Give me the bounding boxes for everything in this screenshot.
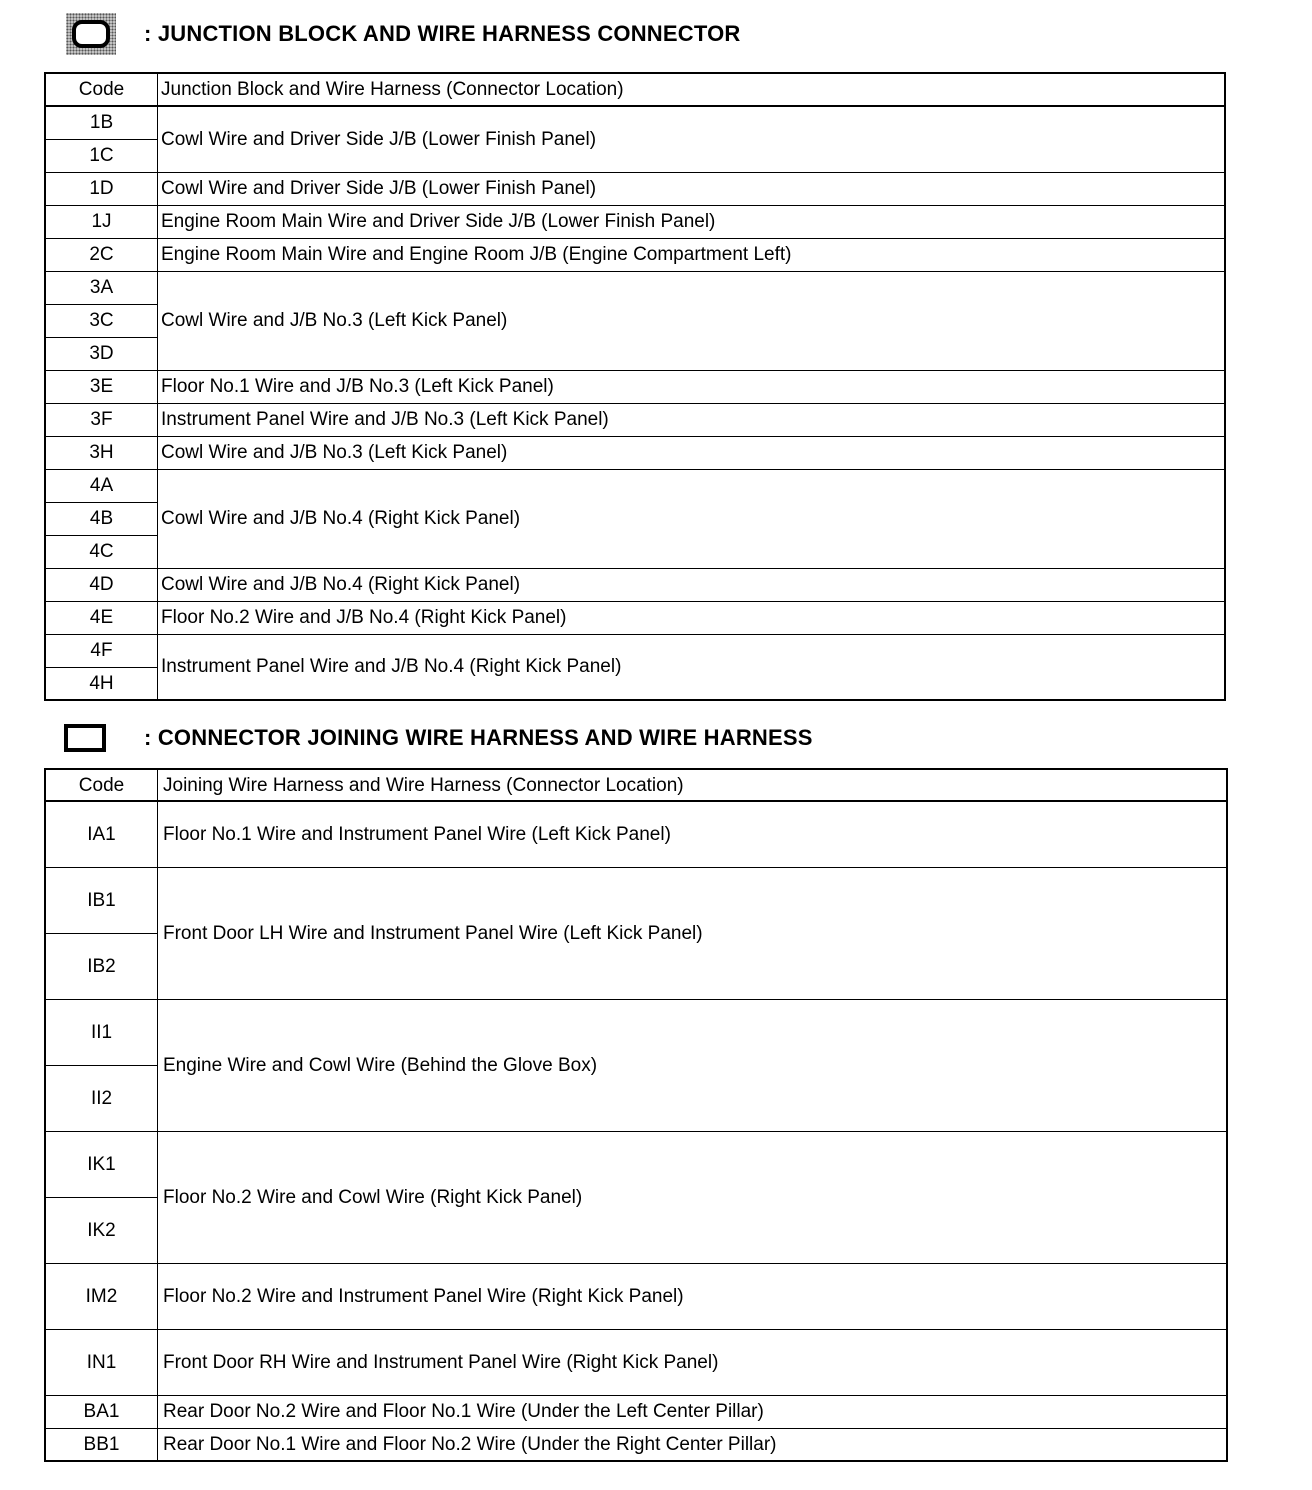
table-row: [45, 1131, 1227, 1197]
table-row: [45, 271, 1225, 304]
code-cell: BA1: [45, 1395, 158, 1428]
code-cell: 4E: [45, 601, 158, 634]
section-junction-block-title: : JUNCTION BLOCK AND WIRE HARNESS CONNECTOR: [144, 21, 741, 46]
code-cell: II2: [45, 1065, 158, 1131]
code-cell: IB1: [45, 867, 158, 933]
code-cell: 1B: [45, 106, 158, 139]
code-cell: 3H: [45, 436, 158, 469]
location-cell: Floor No.1 Wire and J/B No.3 (Left Kick Panel): [158, 370, 1226, 403]
table-row: [45, 1263, 1227, 1329]
code-cell: 4B: [45, 502, 158, 535]
code-cell: 1C: [45, 139, 158, 172]
code-cell: 3D: [45, 337, 158, 370]
location-cell: Front Door RH Wire and Instrument Panel Wire (Right Kick Panel): [158, 1329, 1228, 1395]
table-row: [45, 1428, 1227, 1461]
location-cell: Instrument Panel Wire and J/B No.3 (Left Kick Panel): [158, 403, 1226, 436]
code-cell: 2C: [45, 238, 158, 271]
connector-table: [44, 768, 1228, 1462]
code-cell: 1J: [45, 205, 158, 238]
table-row: [45, 205, 1225, 238]
location-cell: Instrument Panel Wire and J/B No.4 (Right Kick Panel): [158, 634, 1226, 700]
junction-block-table: [44, 72, 1226, 701]
table-row: [45, 634, 1225, 667]
table-row: [45, 172, 1225, 205]
location-cell: Cowl Wire and J/B No.4 (Right Kick Panel): [158, 469, 1226, 568]
code-cell: 4H: [45, 667, 158, 700]
code-cell: 4F: [45, 634, 158, 667]
location-cell: Cowl Wire and Driver Side J/B (Lower Finish Panel): [158, 172, 1226, 205]
table-row: [45, 238, 1225, 271]
table-row: [45, 106, 1225, 139]
table-row: [45, 436, 1225, 469]
location-cell: Engine Room Main Wire and Engine Room J/B (Engine Compartment Left): [158, 238, 1226, 271]
code-cell: IM2: [45, 1263, 158, 1329]
location-cell: Front Door LH Wire and Instrument Panel Wire (Left Kick Panel): [158, 867, 1228, 999]
location-cell: Engine Wire and Cowl Wire (Behind the Glove Box): [158, 999, 1228, 1131]
location-cell: Floor No.2 Wire and Instrument Panel Wire (Right Kick Panel): [158, 1263, 1228, 1329]
code-cell: 1D: [45, 172, 158, 205]
code-cell: 4A: [45, 469, 158, 502]
code-column-header: Code: [45, 73, 158, 106]
code-cell: IK1: [45, 1131, 158, 1197]
code-cell: 3C: [45, 304, 158, 337]
code-cell: IB2: [45, 933, 158, 999]
table-row: [45, 568, 1225, 601]
table-header-row: [45, 769, 1227, 801]
location-cell: Floor No.1 Wire and Instrument Panel Wire (Left Kick Panel): [158, 801, 1228, 867]
code-cell: IA1: [45, 801, 158, 867]
code-cell: IK2: [45, 1197, 158, 1263]
table-row: [45, 370, 1225, 403]
location-cell: Rear Door No.1 Wire and Floor No.2 Wire (Under the Right Center Pillar): [158, 1428, 1228, 1461]
location-cell: Cowl Wire and Driver Side J/B (Lower Finish Panel): [158, 106, 1226, 172]
table-row: [45, 1329, 1227, 1395]
section-connector-title: : CONNECTOR JOINING WIRE HARNESS AND WIRE HARNESS: [144, 725, 813, 750]
location-cell: Floor No.2 Wire and Cowl Wire (Right Kick Panel): [158, 1131, 1228, 1263]
code-cell: 3E: [45, 370, 158, 403]
code-cell: IN1: [45, 1329, 158, 1395]
connector-symbol-icon: [64, 724, 106, 752]
table-row: [45, 403, 1225, 436]
location-cell: Engine Room Main Wire and Driver Side J/B (Lower Finish Panel): [158, 205, 1226, 238]
code-cell: 4C: [45, 535, 158, 568]
location-cell: Floor No.2 Wire and J/B No.4 (Right Kick Panel): [158, 601, 1226, 634]
location-column-header: Joining Wire Harness and Wire Harness (Connector Location): [158, 769, 1228, 801]
location-cell: Rear Door No.2 Wire and Floor No.1 Wire (Under the Left Center Pillar): [158, 1395, 1228, 1428]
code-column-header: Code: [45, 769, 158, 801]
table-row: [45, 999, 1227, 1065]
location-cell: Cowl Wire and J/B No.3 (Left Kick Panel): [158, 436, 1226, 469]
table-row: [45, 867, 1227, 933]
table-row: [45, 601, 1225, 634]
location-cell: Cowl Wire and J/B No.4 (Right Kick Panel): [158, 568, 1226, 601]
code-cell: 4D: [45, 568, 158, 601]
table-header-row: [45, 73, 1225, 106]
code-cell: 3A: [45, 271, 158, 304]
table-row: [45, 801, 1227, 867]
junction-block-symbol-icon: [66, 13, 116, 55]
table-row: [45, 469, 1225, 502]
code-cell: BB1: [45, 1428, 158, 1461]
table-row: [45, 1395, 1227, 1428]
location-cell: Cowl Wire and J/B No.3 (Left Kick Panel): [158, 271, 1226, 370]
location-column-header: Junction Block and Wire Harness (Connector Location): [158, 73, 1226, 106]
code-cell: 3F: [45, 403, 158, 436]
code-cell: II1: [45, 999, 158, 1065]
